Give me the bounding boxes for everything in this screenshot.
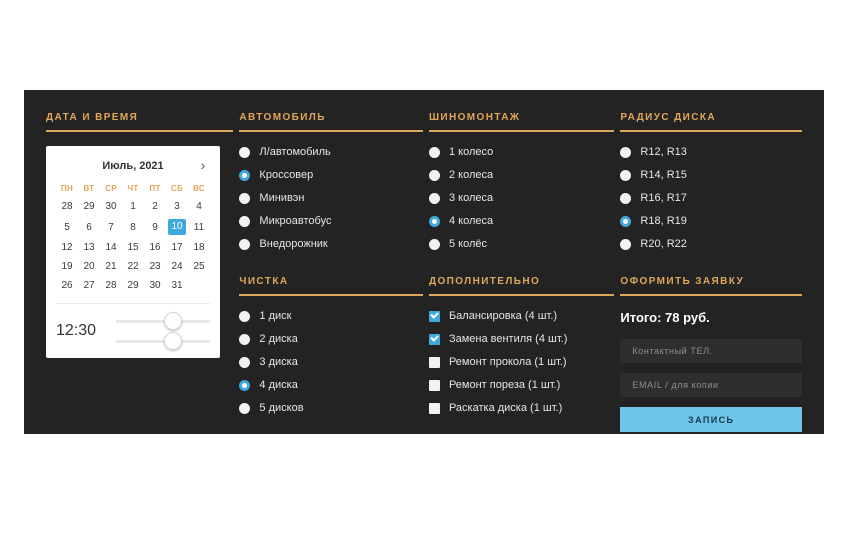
extra-option-label: Замена вентиля (4 шт.) <box>448 333 568 345</box>
radio-icon-selected[interactable] <box>239 170 250 181</box>
cleaning-option-4[interactable] <box>239 402 423 414</box>
column-radius <box>620 112 802 432</box>
checkbox-icon[interactable] <box>429 403 440 414</box>
column-datetime <box>46 112 233 432</box>
calendar-week <box>56 216 210 238</box>
section-title-tyre: ШИНОМОНТАЖ <box>429 112 614 132</box>
total-price: Итого: 78 руб. <box>620 310 710 325</box>
submit-button[interactable]: ЗАПИСЬ <box>620 407 802 432</box>
calendar-weekday: ПН <box>60 184 74 193</box>
car-option-2[interactable] <box>239 192 423 204</box>
radio-icon[interactable] <box>429 239 440 250</box>
section-title-order: ОФОРМИТЬ ЗАЯВКУ <box>620 276 802 296</box>
calendar-day[interactable]: 29 <box>83 201 95 212</box>
radius-option-label: R12, R13 <box>640 146 687 158</box>
calendar-day[interactable]: 4 <box>196 201 202 212</box>
tyre-option-0[interactable] <box>429 146 614 158</box>
car-option-4[interactable] <box>239 238 423 250</box>
car-option-label: Внедорожник <box>259 238 328 250</box>
radius-option-label: R20, R22 <box>640 238 687 250</box>
calendar-day[interactable]: 20 <box>83 261 95 272</box>
calendar-day[interactable]: 22 <box>127 261 139 272</box>
calendar-day[interactable] <box>188 276 210 295</box>
radio-icon-selected[interactable] <box>239 380 250 391</box>
radio-icon[interactable] <box>620 147 631 158</box>
calendar-day[interactable]: 7 <box>108 221 114 233</box>
radius-option-3[interactable] <box>620 215 802 227</box>
minute-slider-track[interactable] <box>116 340 210 343</box>
calendar-week <box>56 257 210 276</box>
radio-icon[interactable] <box>239 311 250 322</box>
calendar-day[interactable]: 12 <box>61 242 73 253</box>
calendar-day[interactable]: 27 <box>83 280 95 291</box>
cleaning-option-2[interactable] <box>239 356 423 368</box>
phone-input[interactable] <box>620 339 802 363</box>
radio-icon-selected[interactable] <box>429 216 440 227</box>
extra-option-label: Ремонт прокола (1 шт.) <box>448 356 567 368</box>
calendar-day[interactable]: 11 <box>193 221 205 233</box>
car-option-0[interactable] <box>239 146 423 158</box>
cleaning-option-label: 4 диска <box>259 379 298 391</box>
car-option-label: Микроавтобус <box>259 215 332 227</box>
radio-icon[interactable] <box>239 193 250 204</box>
tyre-option-label: 5 колёс <box>448 238 487 250</box>
radio-icon[interactable] <box>239 334 250 345</box>
checkbox-icon-checked[interactable] <box>429 311 440 322</box>
section-title-car: АВТОМОБИЛЬ <box>239 112 423 132</box>
radio-icon[interactable] <box>239 357 250 368</box>
radius-option-1[interactable] <box>620 169 802 181</box>
radius-option-label: R16, R17 <box>640 192 687 204</box>
radio-icon[interactable] <box>239 403 250 414</box>
tyre-option-label: 2 колеса <box>448 169 494 181</box>
column-tyre <box>429 112 614 432</box>
hour-slider-handle[interactable] <box>164 312 182 330</box>
tyre-option-label: 4 колеса <box>448 215 494 227</box>
calendar-day[interactable]: 9 <box>152 221 158 233</box>
calendar-day[interactable]: 19 <box>61 261 73 272</box>
tyre-option-2[interactable] <box>429 192 614 204</box>
calendar-week <box>56 238 210 257</box>
calendar-day[interactable]: 25 <box>193 261 205 272</box>
calendar-day[interactable]: 30 <box>105 201 117 212</box>
calendar-weekday-row <box>56 182 210 197</box>
calendar-weekday: ЧТ <box>127 184 139 193</box>
radio-icon[interactable] <box>429 170 440 181</box>
calendar-weekday: СР <box>105 184 117 193</box>
radio-icon[interactable] <box>620 193 631 204</box>
calendar-day[interactable]: 21 <box>105 261 117 272</box>
calendar-day[interactable]: 26 <box>61 280 73 291</box>
time-picker <box>56 303 210 350</box>
radio-icon[interactable] <box>429 147 440 158</box>
checkbox-icon-checked[interactable] <box>429 334 440 345</box>
calendar-week <box>56 276 210 295</box>
cleaning-option-label: 3 диска <box>259 356 298 368</box>
radio-icon[interactable] <box>239 147 250 158</box>
calendar-day[interactable]: 8 <box>130 221 136 233</box>
car-option-label: Л/автомобиль <box>259 146 331 158</box>
extra-option-2[interactable] <box>429 356 614 368</box>
calendar-day[interactable]: 6 <box>86 221 92 233</box>
car-option-label: Кроссовер <box>259 169 314 181</box>
cleaning-option-label: 1 диск <box>259 310 292 322</box>
extra-option-4[interactable] <box>429 402 614 414</box>
calendar-day[interactable]: 5 <box>64 221 70 233</box>
radius-option-label: R14, R15 <box>640 169 687 181</box>
calendar-month-label: Июль, 2021 <box>102 160 164 172</box>
section-title-extra: ДОПОЛНИТЕЛЬНО <box>429 276 614 296</box>
calendar-weekday: ВТ <box>83 184 95 193</box>
calendar-header <box>56 156 210 176</box>
section-title-cleaning: ЧИСТКА <box>239 276 423 296</box>
radio-icon[interactable] <box>239 239 250 250</box>
car-option-3[interactable] <box>239 215 423 227</box>
tyre-option-label: 1 колесо <box>448 146 494 158</box>
calendar-weekday: СБ <box>170 184 184 193</box>
calendar-day[interactable]: 13 <box>83 242 95 253</box>
calendar-day[interactable]: 14 <box>105 242 117 253</box>
section-title-radius: РАДИУС ДИСКА <box>620 112 802 132</box>
radio-icon-selected[interactable] <box>620 216 631 227</box>
calendar-day[interactable]: 1 <box>130 201 136 212</box>
time-sliders <box>112 312 210 350</box>
calendar-day[interactable]: 16 <box>149 242 161 253</box>
checkbox-icon[interactable] <box>429 357 440 368</box>
calendar-day-selected[interactable] <box>166 216 188 238</box>
tyre-option-1[interactable] <box>429 169 614 181</box>
cleaning-option-label: 5 дисков <box>259 402 304 414</box>
extra-option-label: Раскатка диска (1 шт.) <box>448 402 563 414</box>
cleaning-option-3[interactable] <box>239 379 423 391</box>
time-value: 12:30 <box>56 322 97 339</box>
car-option-label: Минивэн <box>259 192 305 204</box>
calendar-day-selected-label: 10 <box>168 219 186 235</box>
cleaning-option-1[interactable] <box>239 333 423 345</box>
radio-icon[interactable] <box>239 216 250 227</box>
booking-widget <box>24 90 824 434</box>
columns <box>46 112 802 432</box>
calendar-days <box>56 197 210 295</box>
calendar-day[interactable]: 23 <box>149 261 161 272</box>
email-input[interactable] <box>620 373 802 397</box>
radius-option-label: R18, R19 <box>640 215 687 227</box>
calendar-day[interactable]: 3 <box>174 201 180 212</box>
calendar-weekday: ВС <box>193 184 205 193</box>
radio-icon[interactable] <box>429 193 440 204</box>
tyre-option-3[interactable] <box>429 215 614 227</box>
calendar-day[interactable]: 18 <box>193 242 205 253</box>
radius-option-2[interactable] <box>620 192 802 204</box>
extra-option-0[interactable] <box>429 310 614 322</box>
minute-slider-handle[interactable] <box>164 332 182 350</box>
column-car <box>239 112 423 432</box>
hour-slider-track[interactable] <box>116 320 210 323</box>
calendar-day[interactable]: 28 <box>61 201 73 212</box>
radio-icon[interactable] <box>620 239 631 250</box>
calendar-day[interactable]: 24 <box>171 261 183 272</box>
calendar-day[interactable]: 28 <box>105 280 117 291</box>
calendar-week <box>56 197 210 216</box>
chevron-right-icon[interactable]: › <box>200 157 206 173</box>
calendar-day[interactable]: 30 <box>149 280 161 291</box>
extra-option-label: Ремонт пореза (1 шт.) <box>448 379 561 391</box>
calendar-day[interactable]: 15 <box>127 242 139 253</box>
cleaning-option-label: 2 диска <box>259 333 298 345</box>
calendar-day[interactable]: 31 <box>171 280 183 291</box>
checkbox-icon[interactable] <box>429 380 440 391</box>
radio-icon[interactable] <box>620 170 631 181</box>
calendar-weekday: ПТ <box>149 184 161 193</box>
calendar-day[interactable]: 2 <box>152 201 158 212</box>
extra-option-1[interactable] <box>429 333 614 345</box>
tyre-option-label: 3 колеса <box>448 192 494 204</box>
radius-option-4[interactable] <box>620 238 802 250</box>
calendar[interactable] <box>46 146 220 358</box>
car-option-1[interactable] <box>239 169 423 181</box>
extra-option-3[interactable] <box>429 379 614 391</box>
calendar-day[interactable]: 29 <box>127 280 139 291</box>
tyre-option-4[interactable] <box>429 238 614 250</box>
cleaning-option-0[interactable] <box>239 310 423 322</box>
calendar-grid <box>56 182 210 295</box>
section-title-datetime: ДАТА И ВРЕМЯ <box>46 112 233 132</box>
calendar-day[interactable]: 17 <box>171 242 183 253</box>
extra-option-label: Балансировка (4 шт.) <box>448 310 558 322</box>
radius-option-0[interactable] <box>620 146 802 158</box>
